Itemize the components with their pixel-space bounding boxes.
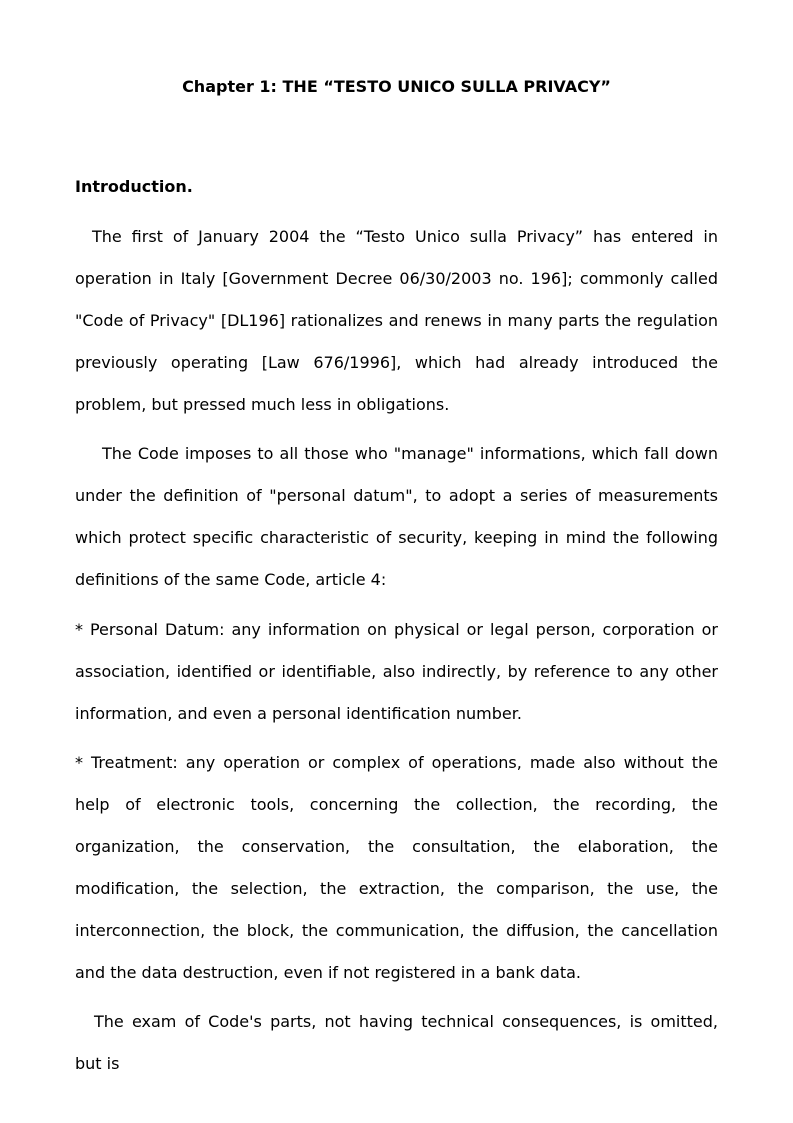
paragraph-testo-unico-intro: The first of January 2004 the “Testo Unico sulla Privacy” has entered in operation in Italy [Government Decree 06/30/2003 no. 196]; commonly called "Code of Privacy" [DL196] rationalizes and renews in many parts the regulation previously operating [Law 676/1996], which had already introduced the problem, but pressed much less in obligations.	[75, 227, 718, 414]
paragraph-code-parts-exam: The exam of Code's parts, not having technical consequences, is omitted, but is	[75, 1012, 718, 1073]
paragraph-personal-datum-definition: * Personal Datum: any information on physical or legal person, corporation or association, identified or identifiable, also indirectly, by reference to any other information, and even a personal identification number.	[75, 620, 718, 723]
paragraph-code-obligations: The Code imposes to all those who "manage" informations, which fall down under the definition of "personal datum", to adopt a series of measurements which protect specific characteristic of security, keeping in mind the following definitions of the same Code, article 4:	[75, 444, 718, 589]
chapter-title: Chapter 1: THE “TESTO UNICO SULLA PRIVACY”	[182, 77, 611, 96]
section-heading: Introduction.	[75, 177, 193, 196]
paragraph-treatment-definition: * Treatment: any operation or complex of operations, made also without the help of electronic tools, concerning the collection, the recording, the organization, the conservation, the consultation, the elaboration, the modification, the selection, the extraction, the comparison, the use, the interconnection, the block, the communication, the diffusion, the cancellation and the data destruction, even if not registered in a bank data.	[75, 753, 718, 982]
